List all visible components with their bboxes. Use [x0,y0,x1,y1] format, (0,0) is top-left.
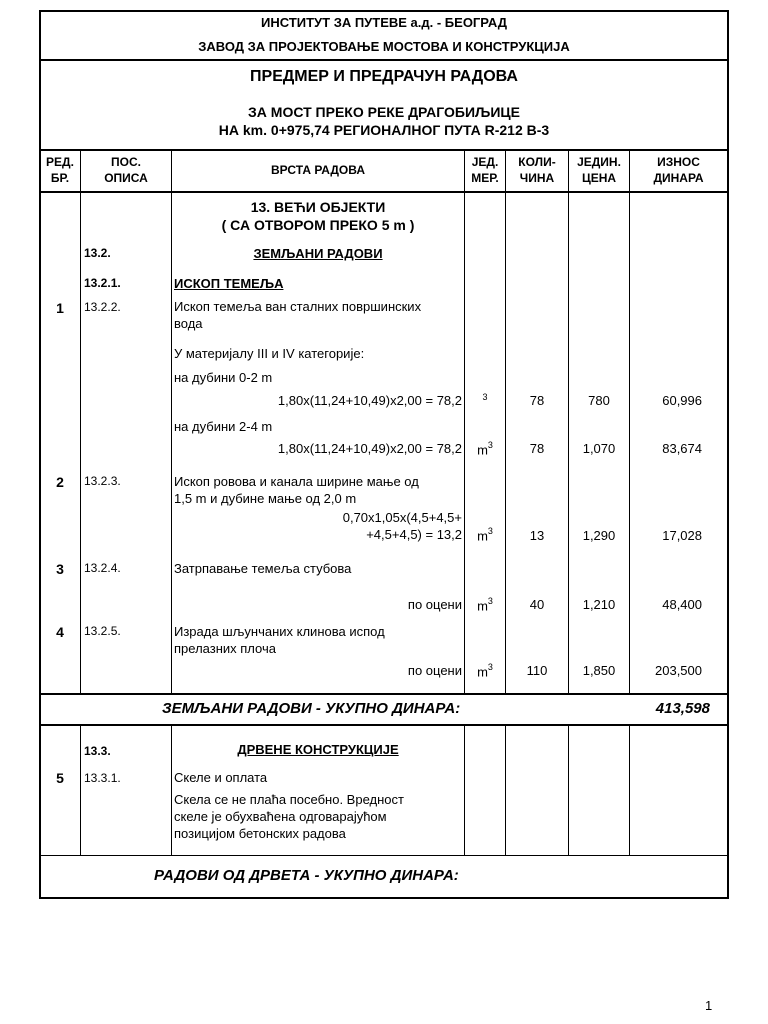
quantity: 40 [529,597,545,612]
group-code-13-2: 13.2. [84,246,111,260]
row-number: 3 [56,561,64,577]
group-code-13-3: 13.3. [84,744,111,758]
amount: 17,028 [662,528,702,543]
rule-below-total1 [39,724,729,726]
col-header-pos-line2: ОПИСА [104,171,148,185]
earthworks-total-value: 413,598 [655,700,710,717]
col-div-1b [80,725,81,856]
item-description: Израда шљунчаних клинова испод [174,624,385,639]
item-description: У материјалу III и IV категорије: [174,346,365,361]
row-number: 5 [56,770,64,786]
amount: 203,500 [655,663,702,678]
rule-under-title [39,149,729,151]
depth-label: на дубини 0-2 m [174,370,273,385]
item-description: прелазних плоча [174,641,276,656]
item-description: Ископ ровова и канала ширине мање од [174,474,419,489]
sub-title-iskop-temelja: ИСКОП ТЕМЕЉА [174,276,284,291]
quantity-calculation: 1,80x(11,24+10,49)x2,00 = 78,2 [277,441,462,456]
quantity-calculation: по оцени [407,597,462,612]
frame-right [727,10,729,899]
unit-price: 1,210 [582,597,616,612]
quantity: 110 [526,663,548,678]
item-description: Скеле и оплата [174,770,268,785]
quantity: 78 [529,441,545,456]
earthworks-total-label: ЗЕМЉАНИ РАДОВИ - УКУПНО ДИНАРА: [162,700,461,717]
col-div-6 [629,150,630,694]
unit-of-measure: 3 [482,392,488,402]
col-div-4 [505,150,506,694]
quantity: 78 [529,393,545,408]
quantity-calculation: +4,5+4,5) = 13,2 [366,527,462,542]
rule-above-total2 [39,855,729,856]
rule-above-total1 [39,693,729,695]
department-name: ЗАВОД ЗА ПРОЈЕКТОВАЊЕ МОСТОВА И КОНСТРУКЦИЈА [198,39,570,54]
institute-name: ИНСТИТУТ ЗА ПУТЕВЕ а.д. - БЕОГРАД [261,15,507,30]
group-title-drvene: ДРВЕНЕ КОНСТРУКЦИЈЕ [237,742,399,757]
row-number: 2 [56,474,64,490]
group-title-zemljani: ЗЕМЉАНИ РАДОВИ [253,246,383,261]
col-header-jed-line2: МЕР. [471,171,499,185]
row-number: 1 [56,300,64,316]
frame-bottom [39,897,729,899]
row-number: 4 [56,624,64,640]
col-header-iznos-line1: ИЗНОС [657,155,700,169]
sub-code-13-2-1: 13.2.1. [84,276,121,290]
amount: 48,400 [662,597,702,612]
col-div-4b [505,725,506,856]
position-code: 13.2.3. [84,474,121,488]
col-header-iznos-line2: ДИНАРА [653,171,704,185]
position-code: 13.3.1. [84,771,121,785]
quantity-calculation: по оцени [407,663,462,678]
unit-of-measure: $m^3$ [477,440,493,458]
unit-of-measure: $m^3$ [477,596,493,614]
col-header-kol-line1: КОЛИ- [518,155,556,169]
col-header-cena-line2: ЦЕНА [581,171,617,185]
section-title-line2: ( СА ОТВОРОМ ПРЕКО 5 m ) [221,217,415,233]
quantity-calculation: 0,70x1,05x(4,5+4,5+ [342,510,462,525]
item-description: Скела се не плаћа посебно. Вредност [174,792,404,807]
col-div-6b [629,725,630,856]
quantity-calculation: 1,80x(11,24+10,49)x2,00 = 78,2 [277,393,462,408]
item-description: 1,5 m и дубине мање од 2,0 m [174,491,357,506]
frame-left [39,10,41,899]
unit-price: 780 [588,393,610,408]
section-title-line1: 13. ВЕЋИ ОБЈЕКТИ [250,199,386,215]
depth-label: на дубини 2-4 m [174,419,273,434]
item-description: Затрпавање темеља стубова [174,561,352,576]
unit-of-measure: $m^3$ [477,526,493,544]
col-header-kol-line2: ЧИНА [519,171,555,185]
position-code: 13.2.5. [84,624,121,638]
timber-works-total-label: РАДОВИ ОД ДРВЕТА - УКУПНО ДИНАРА: [154,867,459,884]
unit-price: 1,850 [582,663,616,678]
unit-price: 1,070 [582,441,616,456]
page-number: 1 [705,998,713,1013]
col-div-5 [568,150,569,694]
amount: 83,674 [662,441,702,456]
document-subtitle-1: ЗА МОСТ ПРЕКО РЕКЕ ДРАГОБИЉИЦЕ [248,104,520,120]
col-header-cena-line1: ЈЕДИН. [577,155,621,169]
rule-under-colheaders [39,191,729,193]
rule-under-institute [39,59,729,61]
amount: 60,996 [662,393,702,408]
col-div-5b [568,725,569,856]
document-title: ПРЕДМЕР И ПРЕДРАЧУН РАДОВА [250,68,518,85]
unit-of-measure: $m^3$ [477,662,493,680]
col-header-red-line1: РЕД. [46,155,74,169]
item-description: позицијом бетонских радова [174,826,346,841]
item-description: скеле је обухваћена одговарајућом [174,809,387,824]
col-header-pos-line1: ПОС. [111,155,141,169]
item-description: Ископ темеља ван сталних површинских [174,299,422,314]
col-header-red-line2: БР. [50,171,70,185]
item-description: вода [174,316,203,331]
col-header-jed-line1: ЈЕД. [471,155,499,169]
col-header-vrsta: ВРСТА РАДОВА [271,163,365,177]
unit-price: 1,290 [582,528,616,543]
quantity: 13 [529,528,545,543]
position-code: 13.2.4. [84,561,121,575]
position-code: 13.2.2. [84,300,121,314]
frame-top [39,10,729,12]
document-subtitle-2: НА km. 0+975,74 РЕГИОНАЛНОГ ПУТА R-212 B-3 [218,122,550,138]
col-div-3b [464,725,465,856]
col-div-1 [80,150,81,694]
